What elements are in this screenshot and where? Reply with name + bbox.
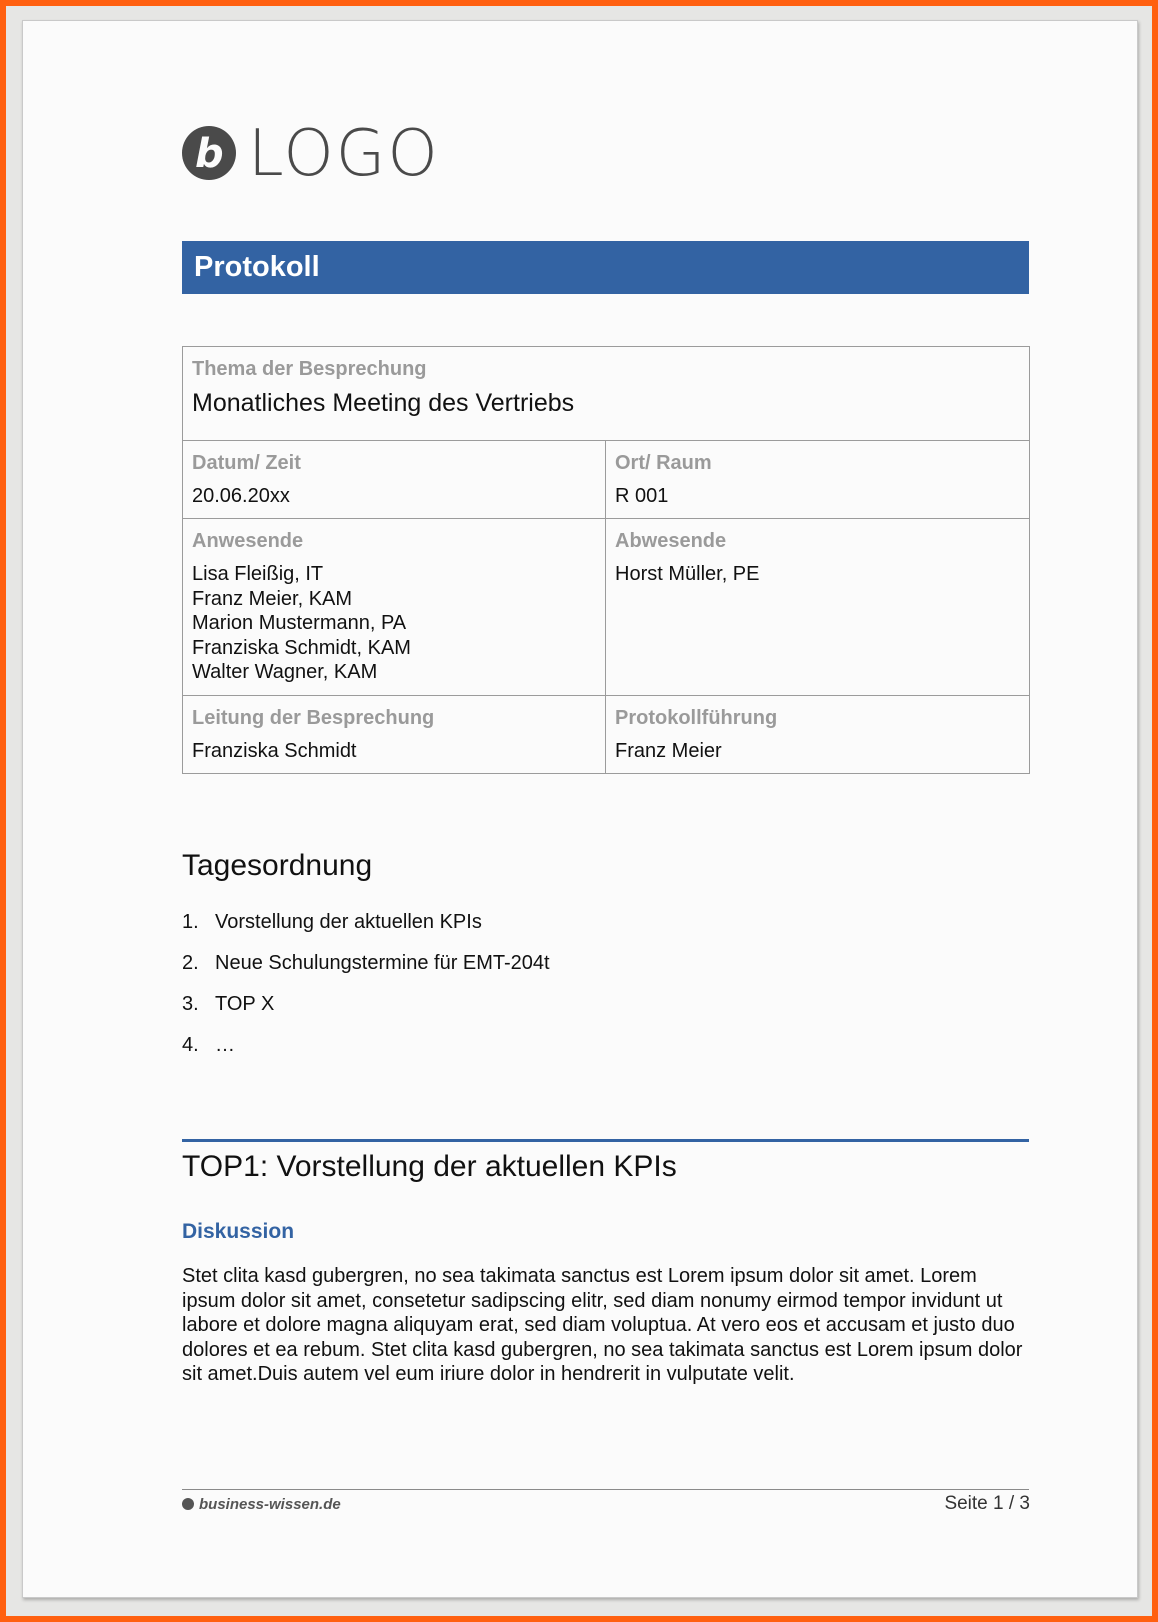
topic-cell bbox=[183, 347, 1030, 441]
attendees-cell bbox=[183, 519, 606, 696]
location-label: Ort/ Raum bbox=[615, 452, 712, 474]
list-item bbox=[182, 992, 550, 1033]
logo-b-icon bbox=[182, 126, 236, 180]
chair-value: Franziska Schmidt bbox=[192, 739, 357, 762]
attendee-item: Franz Meier, KAM bbox=[192, 587, 353, 610]
meeting-info-table bbox=[182, 346, 1030, 774]
section-divider bbox=[182, 1139, 1029, 1142]
date-value: 20.06.20xx bbox=[192, 485, 290, 507]
agenda-number: 3. bbox=[182, 993, 199, 1015]
agenda-number: 2. bbox=[182, 952, 199, 974]
attendee-item: Franziska Schmidt, KAM bbox=[192, 636, 411, 659]
attendee-item: Walter Wagner, KAM bbox=[192, 661, 378, 683]
footer-divider bbox=[182, 1489, 1029, 1490]
brand-dot-icon bbox=[182, 1498, 194, 1510]
agenda-number: 1. bbox=[182, 911, 199, 933]
list-item bbox=[182, 910, 550, 951]
chair-label: Leitung der Besprechung bbox=[192, 706, 435, 729]
agenda-number: 4. bbox=[182, 1034, 199, 1056]
chair-cell bbox=[183, 695, 606, 773]
attendee-item: Lisa Fleißig, IT bbox=[192, 563, 324, 585]
agenda-heading: Tagesordnung bbox=[182, 849, 373, 882]
discussion-paragraph: Stet clita kasd gubergren, no sea takimata sanctus est Lorem ipsum dolor sit amet. Lorem ipsum dolor sit amet, consetetur sadipscing elitr, sed diam nonumy eirmod tempor invidunt ut labore et dolore magna aliquyam erat, sed diam voluptua. At vero eos et accusam et justo duo dolores et ea rebum. Stet clita kasd gubergren, no sea takimata sanctus est Lorem ipsum dolor sit amet.Duis autem vel eum iriure dolor in hendrerit in vulputate velit. bbox=[182, 1265, 1023, 1385]
topic-label: Thema der Besprechung bbox=[192, 358, 427, 380]
topic-value: Monatliches Meeting des Vertriebs bbox=[192, 389, 575, 417]
agenda-list bbox=[182, 910, 550, 1074]
discussion-subheading: Diskussion bbox=[182, 1220, 295, 1243]
date-label: Datum/ Zeit bbox=[192, 452, 301, 474]
agenda-text: … bbox=[215, 1034, 235, 1056]
agenda-text: Vorstellung der aktuellen KPIs bbox=[215, 911, 482, 933]
minutes-taker-cell bbox=[606, 695, 1030, 773]
attendees-label: Anwesende bbox=[192, 530, 304, 552]
company-logo bbox=[182, 117, 462, 191]
absentees-value: Horst Müller, PE bbox=[615, 563, 760, 585]
table-row bbox=[183, 695, 1030, 773]
agenda-text: TOP X bbox=[215, 993, 275, 1015]
page-number: Seite 1 / 3 bbox=[944, 1493, 1030, 1514]
table-row bbox=[183, 441, 1030, 519]
footer-brand-text: business-wissen.de bbox=[199, 1495, 341, 1513]
attendee-item: Marion Mustermann, PA bbox=[192, 612, 407, 634]
footer-brand bbox=[182, 1494, 341, 1514]
absentees-cell bbox=[606, 519, 1030, 696]
agenda-text: Neue Schulungstermine für EMT-204t bbox=[215, 952, 550, 974]
date-cell bbox=[183, 441, 606, 519]
location-cell bbox=[606, 441, 1030, 519]
document-title: Protokoll bbox=[182, 241, 1029, 294]
top1-heading: TOP1: Vorstellung der aktuellen KPIs bbox=[182, 1150, 677, 1183]
table-row bbox=[183, 519, 1030, 696]
logo-text: LOGO bbox=[248, 117, 440, 191]
list-item bbox=[182, 951, 550, 992]
absentees-label: Abwesende bbox=[615, 530, 727, 552]
list-item bbox=[182, 1033, 550, 1074]
logo-mark-letter: b bbox=[195, 131, 224, 177]
location-value: R 001 bbox=[615, 485, 669, 507]
table-row bbox=[183, 347, 1030, 441]
attendees-list bbox=[192, 562, 596, 685]
minutes-taker-value: Franz Meier bbox=[615, 739, 722, 762]
minutes-taker-label: Protokollführung bbox=[615, 706, 778, 729]
